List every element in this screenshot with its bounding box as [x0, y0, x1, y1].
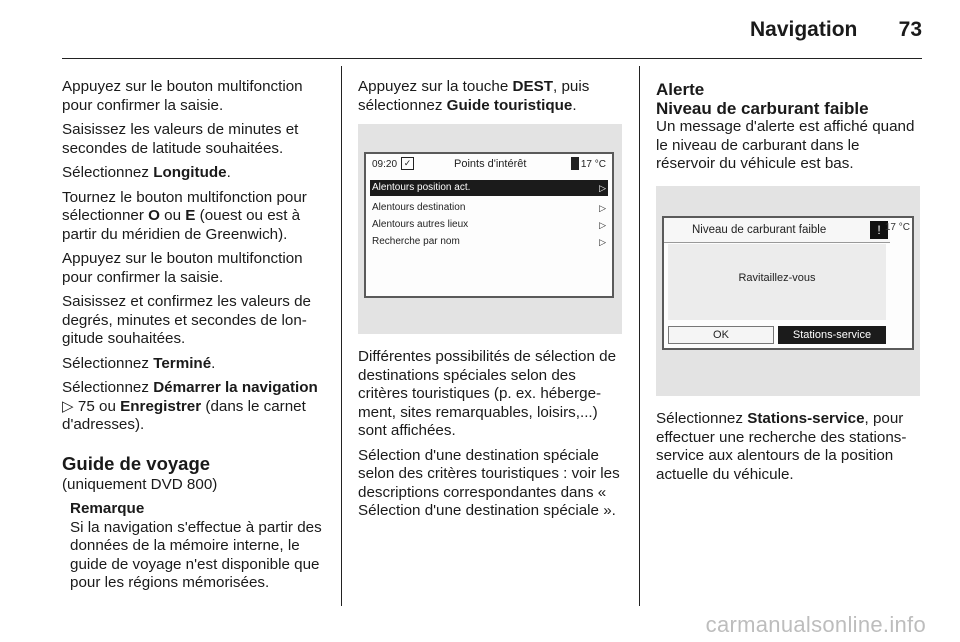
menu-item-alentours-autres[interactable]: Alentours autres lieux ▷ [370, 217, 608, 233]
screen-figure-poi [358, 124, 622, 334]
section-heading: Guide de voyage [62, 452, 211, 474]
menu-item-alentours-destination[interactable]: Alentours destination ▷ [370, 200, 608, 216]
paragraph: Sélection d'une destination spéciale selon des critères touristiques : voir les descriptions correspondantes dans « Sélection d'une destination spéciale ». [358, 446, 620, 519]
warning-icon: ! [870, 221, 888, 239]
screen-figure-fuel [656, 186, 920, 396]
menu-item-alentours-position[interactable]: Alentours position act. ▷ [370, 180, 608, 196]
subsection-heading: Niveau de carburant faible [656, 99, 869, 118]
section-heading-alerte: Alerte [656, 80, 705, 99]
paragraph: Un message d'alerte est affiché quand le niveau de carburant dans le réservoir du véhicule est bas. [656, 118, 915, 172]
paragraph: Saisissez et confirmez les valeurs de degrés, minutes et secondes de lon-gitude souhaitées. [62, 293, 312, 347]
temperature: 17 °C [884, 222, 910, 233]
page-title: Navigation [750, 18, 858, 41]
column-middle-lower [358, 348, 622, 527]
alert-message: Ravitaillez-vous [738, 272, 816, 284]
phone-icon [571, 157, 579, 170]
chevron-right-icon: ▷ [599, 237, 606, 247]
column-divider-2 [639, 66, 640, 606]
alert-body [668, 244, 886, 320]
paragraph: Sélectionnez Stations-service, pour effectuer une recherche des stations-service aux alentours de la position actuelle du véhicule. [656, 410, 907, 483]
column-left [62, 78, 332, 593]
note-title: Remarque [70, 500, 145, 517]
alert-header [664, 218, 890, 243]
paragraph: Sélectionnez Démarrer la navigation ▷ 75 ou Enregistrer (dans le carnet d'adresses). [62, 379, 318, 433]
chevron-right-icon: ▷ [599, 203, 606, 213]
paragraph: Sélectionnez Longitude. [62, 164, 231, 181]
clock: 09:20 [372, 159, 398, 170]
screen-header [366, 154, 612, 176]
column-right-lower [656, 410, 922, 490]
stations-service-button[interactable]: Stations-service [778, 326, 886, 344]
section-subtitle: (uniquement DVD 800) [62, 475, 218, 493]
page-reference[interactable]: ▷ 75 ou [62, 397, 121, 415]
paragraph: Tournez le bouton multifonction pour sélectionner O ou E (ouest ou est à partir du méridien de Greenwich). [62, 188, 307, 243]
check-icon: ✓ [401, 157, 414, 170]
screen-title: Points d'intérêt [454, 158, 527, 170]
watermark: carmanualsonline.info [705, 612, 926, 637]
page-number: 73 [898, 18, 922, 41]
paragraph: Appuyez sur le bouton multifonction pour confirmer la saisie. [62, 250, 303, 286]
column-middle [358, 78, 622, 121]
poi-screen [364, 152, 614, 298]
paragraph: Sélectionnez Terminé. [62, 354, 216, 372]
column-right [656, 80, 922, 180]
paragraph: Différentes possibilités de sélection de destinations spéciales selon des critères touristiques (p. ex. héberge-ment, sites remarquables, loisirs,...) sont affichées. [358, 348, 617, 439]
paragraph: Saisissez les valeurs de minutes et secondes de latitude souhaitées. [62, 121, 299, 157]
note-text: Si la navigation s'effectue à partir des données de la mémoire interne, le guide de voyage n'est disponible que pour les régions mémorisées. [70, 518, 322, 591]
menu-item-recherche-nom[interactable]: Recherche par nom ▷ [370, 234, 608, 250]
fuel-alert-screen [662, 216, 914, 350]
paragraph: Appuyez sur le bouton multifonction pour confirmer la saisie. [62, 78, 303, 114]
term-longitude: Longitude [153, 164, 227, 181]
chevron-right-icon: ▷ [599, 220, 606, 230]
chevron-right-icon: ▷ [599, 183, 606, 193]
page-header [62, 0, 922, 59]
ok-button[interactable]: OK [668, 326, 774, 344]
temperature: 17 °C [580, 159, 606, 170]
column-divider-1 [341, 66, 342, 606]
paragraph: Appuyez sur la touche DEST, puis sélectionnez Guide touristique. [358, 78, 590, 114]
note-box [70, 500, 332, 593]
alert-title: Niveau de carburant faible [692, 224, 827, 236]
